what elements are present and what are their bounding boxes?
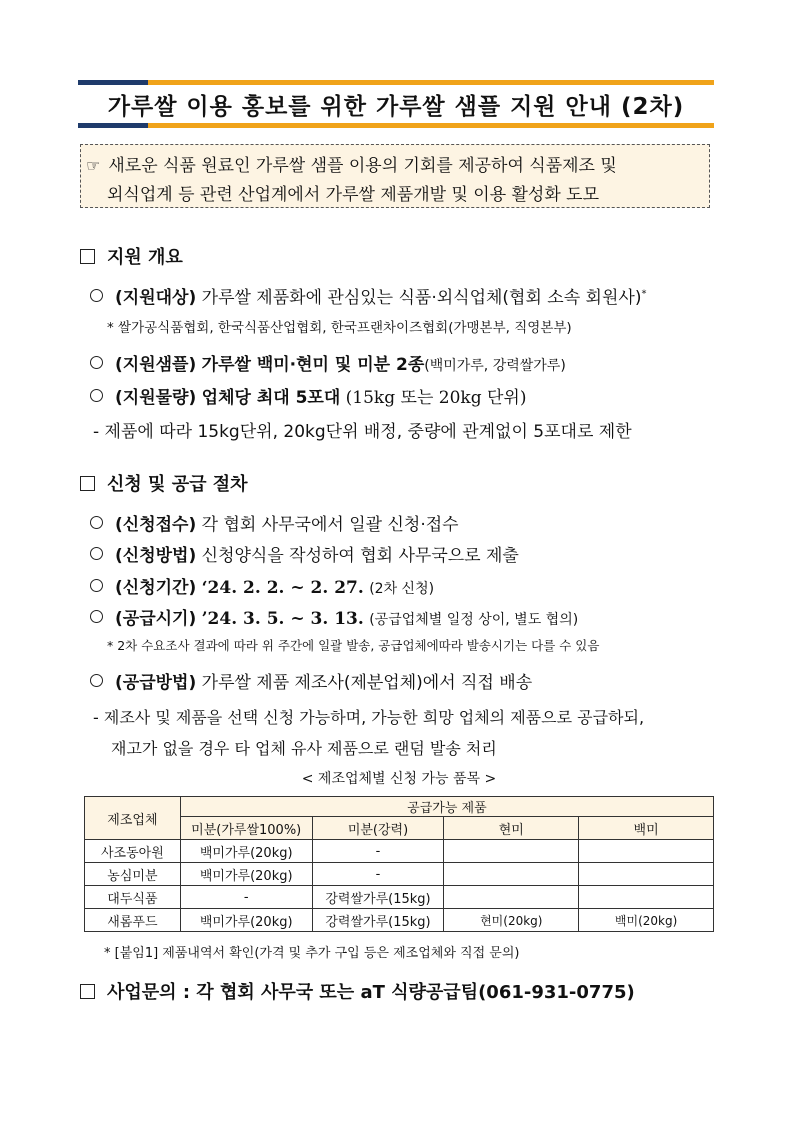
- table-header-maker: 제조업체: [85, 797, 181, 840]
- square-bullet-icon: [80, 249, 95, 264]
- procedure-period: (신청기간) ‘24. 2. 2. ~ 2. 27. (2차 신청): [90, 573, 434, 598]
- procedure-supply-time: (공급시기) ’24. 3. 5. ~ 3. 13. (공급업체별 일정 상이, 별도 협의): [90, 604, 578, 629]
- table-cell-maker: 농심미분: [85, 863, 181, 886]
- table-cell: [579, 863, 714, 886]
- table-row: [85, 886, 714, 909]
- procedure-receipt: (신청접수) 각 협회 사무국에서 일괄 신청·접수: [90, 510, 459, 535]
- procedure-supply-method-detail-1: - 제조사 및 제품을 선택 신청 가능하며, 가능한 희망 업체의 제품으로 공급하되,: [93, 708, 645, 727]
- section-procedure-heading: 신청 및 공급 절차: [80, 470, 248, 496]
- purpose-line-2: 외식업계 등 관련 산업계에서 가루쌀 제품개발 및 이용 활성화 도모: [107, 185, 600, 205]
- table-cell: -: [312, 863, 444, 886]
- table-cell: 현미(20kg): [444, 909, 579, 932]
- table-cell-maker: 새롬푸드: [85, 909, 181, 932]
- pointing-hand-icon: ☞: [86, 156, 101, 175]
- circle-bullet-icon: [90, 389, 103, 402]
- circle-bullet-icon: [90, 289, 103, 302]
- circle-bullet-icon: [90, 610, 103, 623]
- page-title: 가루쌀 이용 홍보를 위한 가루쌀 샘플 지원 안내 (2차): [107, 94, 685, 120]
- table-cell: 백미(20kg): [579, 909, 714, 932]
- table-row: [85, 909, 714, 932]
- title-bar-bottom: [78, 123, 714, 128]
- table-caption: < 제조업체별 신청 가능 품목 >: [301, 771, 497, 787]
- table-note: * [붙임1] 제품내역서 확인(가격 및 추가 구입 등은 제조업체와 직접 문의): [104, 946, 520, 961]
- table-cell: [444, 886, 579, 909]
- section-contact-heading: 사업문의 : 각 협회 사무국 또는 aT 식량공급팀(061-931-0775): [80, 978, 635, 1004]
- table-column-header: 미분(강력): [312, 817, 444, 840]
- table-cell: 백미가루(20kg): [180, 863, 312, 886]
- table-cell: [579, 886, 714, 909]
- table-column-header: 미분(가루쌀100%): [180, 817, 312, 840]
- table-column-header: 현미: [444, 817, 579, 840]
- purpose-line-1: ☞ 새로운 식품 원료인 가루쌀 샘플 이용의 기회를 제공하여 식품제조 및: [86, 156, 617, 176]
- procedure-method: (신청방법) 신청양식을 작성하여 협회 사무국으로 제출: [90, 541, 519, 566]
- table-cell: [444, 863, 579, 886]
- product-table: [84, 796, 714, 932]
- table-row: [85, 863, 714, 886]
- table-cell-maker: 대두식품: [85, 886, 181, 909]
- procedure-supply-time-note: * 2차 수요조사 결과에 따라 위 주간에 일괄 발송, 공급업체에따라 발송시기는 다를 수 있음: [107, 638, 600, 653]
- overview-sample: (지원샘플) 가루쌀 백미·현미 및 미분 2종(백미가루, 강력쌀가루): [90, 350, 566, 375]
- table-cell: -: [180, 886, 312, 909]
- circle-bullet-icon: [90, 674, 103, 687]
- table-cell: 백미가루(20kg): [180, 840, 312, 863]
- table-cell: 강력쌀가루(15kg): [312, 909, 444, 932]
- circle-bullet-icon: [90, 547, 103, 560]
- square-bullet-icon: [80, 984, 95, 999]
- table-cell: 백미가루(20kg): [180, 909, 312, 932]
- table-cell: [444, 840, 579, 863]
- table-cell: [579, 840, 714, 863]
- circle-bullet-icon: [90, 516, 103, 529]
- procedure-supply-method-detail-2: 재고가 없을 경우 타 업체 유사 제품으로 랜덤 발송 처리: [111, 739, 497, 758]
- overview-quantity-detail: - 제품에 따라 15kg단위, 20kg단위 배정, 중량에 관계없이 5포대로 제한: [93, 422, 632, 442]
- procedure-supply-method: (공급방법) 가루쌀 제품 제조사(제분업체)에서 직접 배송: [90, 668, 532, 693]
- circle-bullet-icon: [90, 356, 103, 369]
- circle-bullet-icon: [90, 579, 103, 592]
- overview-target-note: * 쌀가공식품협회, 한국식품산업협회, 한국프랜차이즈협회(가맹본부, 직영본부): [107, 320, 572, 336]
- table-header-products: 공급가능 제품: [180, 797, 713, 817]
- table-row: [85, 840, 714, 863]
- overview-quantity: (지원물량) 업체당 최대 5포대 (15kg 또는 20kg 단위): [90, 383, 526, 408]
- overview-target: (지원대상) 가루쌀 제품화에 관심있는 식품·외식업체(협회 소속 회원사)*: [90, 283, 646, 308]
- table-cell: -: [312, 840, 444, 863]
- section-overview-heading: 지원 개요: [80, 243, 183, 269]
- table-column-header: 백미: [579, 817, 714, 840]
- table-cell-maker: 사조동아원: [85, 840, 181, 863]
- title-bar-top: [78, 80, 714, 85]
- square-bullet-icon: [80, 476, 95, 491]
- table-cell: 강력쌀가루(15kg): [312, 886, 444, 909]
